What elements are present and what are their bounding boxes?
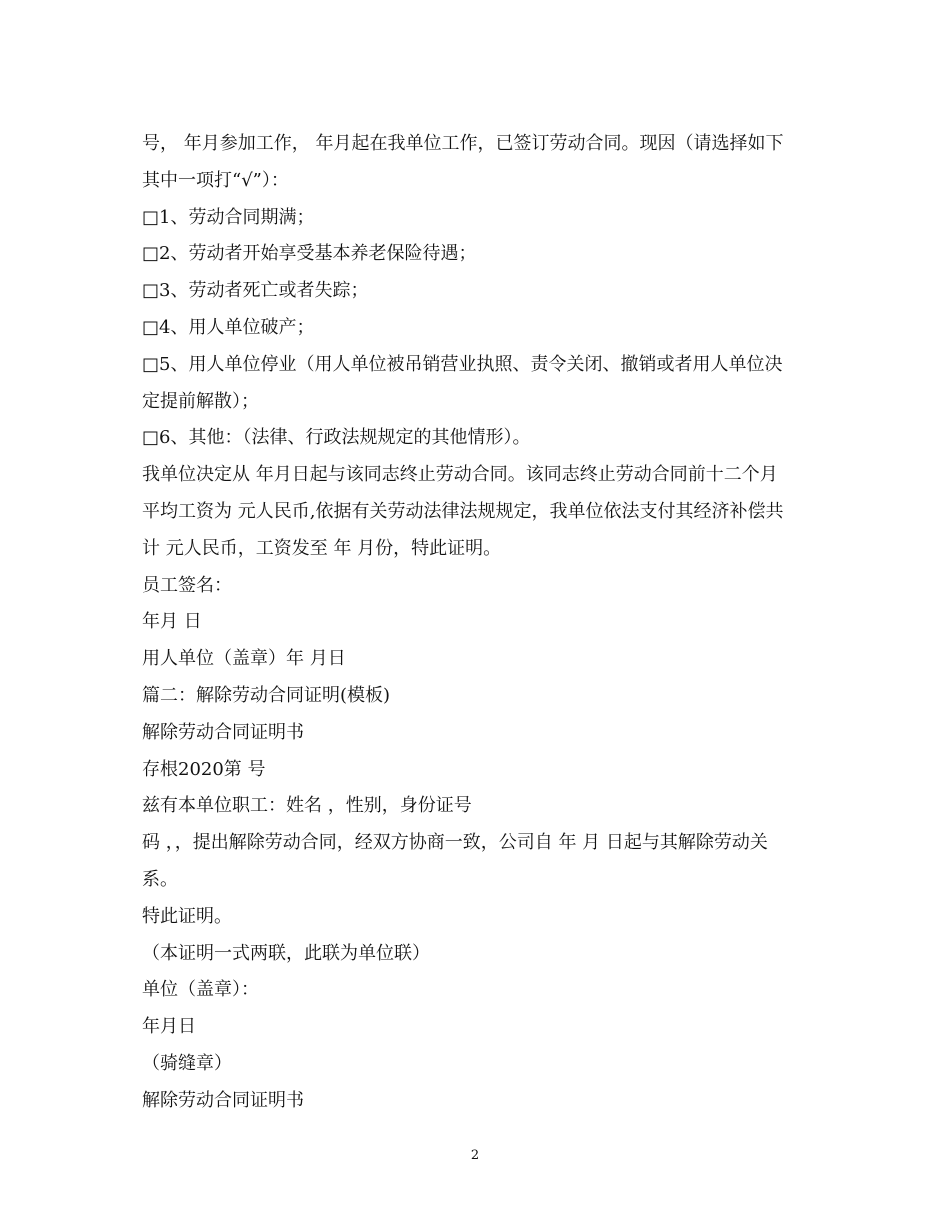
employer-seal-line: 用人单位（盖章）年 月日	[142, 648, 346, 670]
option-item-3: □3、劳动者死亡或者失踪；	[142, 280, 369, 302]
document-body	[142, 126, 812, 1120]
date-line: 年月 日	[142, 611, 202, 633]
text-line: 平均工资为 元人民币,依据有关劳动法律法规规定，我单位依法支付其经济补偿共	[142, 500, 784, 522]
section-heading: 篇二：解除劳动合同证明(模板)	[142, 684, 391, 706]
text-line: 兹有本单位职工：姓名 ，性别，身份证号	[142, 795, 472, 817]
option-item-6: □6、其他：（法律、行政法规规定的其他情形）。	[142, 427, 531, 449]
employee-signature-label: 员工签名：	[142, 574, 232, 596]
text-line: 计 元人民币，工资发至 年 月份，特此证明。	[142, 537, 502, 559]
option-item-4: □4、用人单位破产；	[142, 316, 315, 338]
text-line: 其中一项打“√”）：	[142, 169, 289, 191]
page-number: 2	[470, 1148, 480, 1163]
date-line: 年月日	[142, 1016, 196, 1038]
text-line: 系。	[142, 868, 178, 890]
option-item-2: □2、劳动者开始享受基本养老保险待遇；	[142, 243, 477, 265]
text-line: 特此证明。	[142, 905, 232, 927]
certificate-title: 解除劳动合同证明书	[142, 1089, 304, 1111]
certificate-title: 解除劳动合同证明书	[142, 721, 304, 743]
seam-seal-label: （骑缝章）	[142, 1052, 232, 1074]
text-line: 号， 年月参加工作， 年月起在我单位工作，已签订劳动合同。现因（请选择如下	[142, 133, 784, 154]
text-line: 定提前解散）；	[142, 390, 259, 412]
option-item-1: □1、劳动合同期满；	[142, 206, 315, 228]
unit-seal-label: 单位（盖章）：	[142, 979, 259, 1001]
stub-number-line: 存根2020第 号	[142, 758, 266, 780]
copy-note: （本证明一式两联，此联为单位联）	[142, 942, 430, 964]
text-line: 我单位决定从 年月日起与该同志终止劳动合同。该同志终止劳动合同前十二个月	[142, 464, 778, 486]
option-item-5: □5、用人单位停业（用人单位被吊销营业执照、责令关闭、撤销或者用人单位决	[142, 353, 783, 375]
text-line: 码 ，，提出解除劳动合同，经双方协商一致，公司自 年 月 日起与其解除劳动关	[142, 832, 768, 854]
